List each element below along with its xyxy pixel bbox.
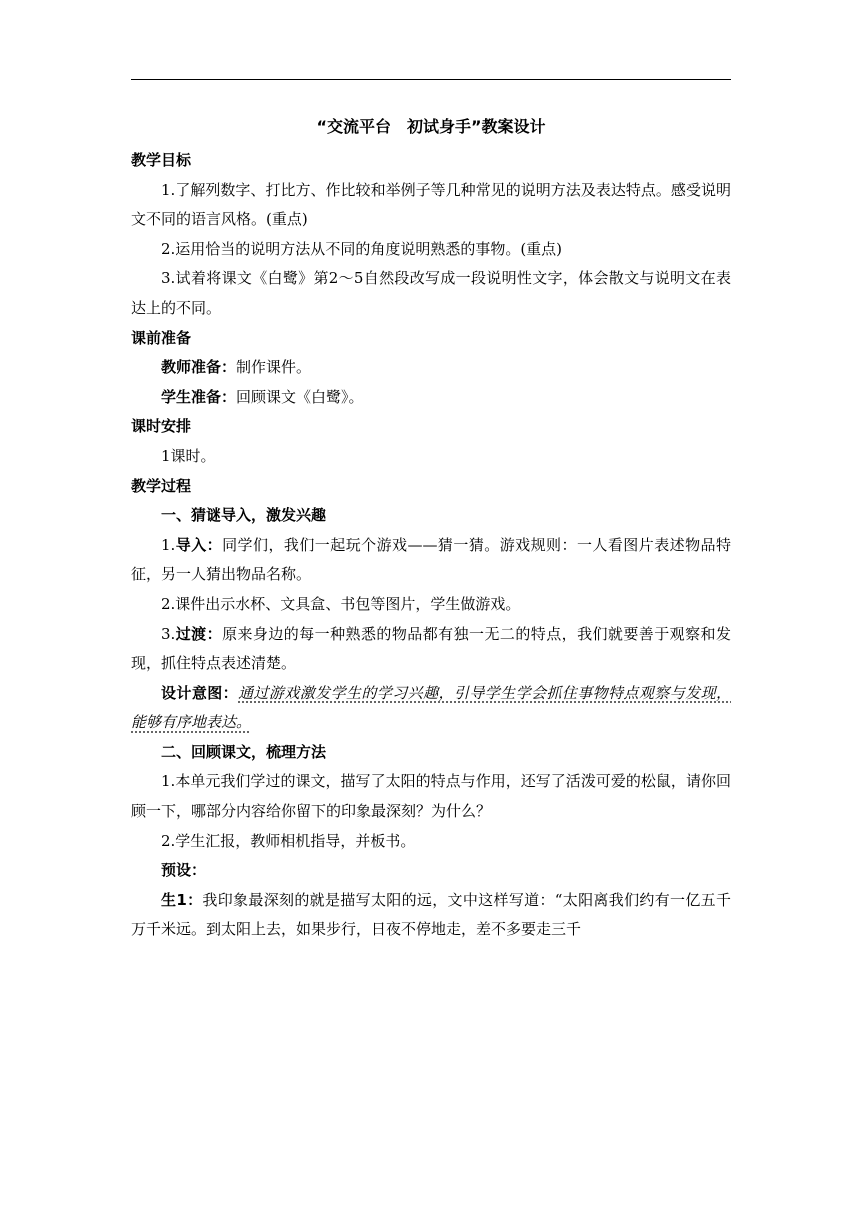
student-1-response [131,886,731,945]
part1-item-3-num: 3. [161,624,176,643]
prep-teacher-label: 教师准备： [161,358,237,377]
document-body [131,146,731,945]
part1-item-3-text: 原来身边的每一种熟悉的物品都有独一无二的特点，我们就要善于观察和发现，抓住特点表述清楚。 [131,624,731,673]
student-1-text: 我印象最深刻的就是描写太阳的远，文中这样写道：“太阳离我们约有一亿五千万千米远。到太阳上去，如果步行，日夜不停地走，差不多要走三千 [131,890,731,939]
part1-item-3-label: 过渡： [175,624,223,643]
design-intent-text: 通过游戏激发学生的学习兴趣，引导学生学会抓住事物特点观察与发现，能够有序地表达。 [131,683,731,732]
prep-student [131,383,731,413]
part1-item-1-text: 同学们，我们一起玩个游戏——猜一猜。游戏规则：一人看图片表述物品特征，另一人猜出物品名称。 [131,535,731,584]
design-intent [131,679,731,738]
design-intent-label: 设计意图： [161,683,239,702]
process-heading: 教学过程 [131,476,192,495]
schedule-text: 1课时。 [161,446,216,465]
part2-item-2: 2.学生汇报，教师相机指导，并板书。 [161,831,416,850]
part1-item-2: 2.课件出示水杯、文具盒、书包等图片，学生做游戏。 [161,594,521,613]
goal-item-1: 1.了解列数字、打比方、作比较和举例子等几种常见的说明方法及表达特点。感受说明文不同的语言风格。(重点) [131,180,731,229]
goals-heading: 教学目标 [131,151,192,169]
preset-label: 预设： [161,861,207,880]
prep-teacher [131,353,731,383]
part2-item-1: 1.本单元我们学过的课文，描写了太阳的特点与作用，还写了活泼可爱的松鼠，请你回顾一下，哪部分内容给你留下的印象最深刻？为什么？ [131,772,731,821]
part1-item-1-num: 1. [161,535,176,554]
student-1-label: 生1： [161,890,203,909]
part1-heading: 一、猜谜导入，激发兴趣 [161,506,327,525]
prep-student-text: 回顾课文《白鹭》。 [236,387,364,406]
goal-item-2: 2.运用恰当的说明方法从不同的角度说明熟悉的事物。(重点) [161,239,563,258]
schedule-heading: 课时安排 [131,417,192,436]
document-title: “交流平台 初试身手”教案设计 [316,117,546,136]
header-rule [131,79,731,80]
prep-heading: 课前准备 [131,328,192,347]
part1-item-3 [131,620,731,679]
part1-item-1 [131,531,731,590]
part2-heading: 二、回顾课文，梳理方法 [161,742,327,761]
prep-teacher-text: 制作课件。 [236,358,312,377]
prep-student-label: 学生准备： [161,387,237,406]
part1-item-1-label: 导入： [175,535,223,554]
goal-item-3: 3.试着将课文《白鹭》第2～5自然段改写成一段说明性文字，体会散文与说明文在表达上的不同。 [131,269,731,317]
